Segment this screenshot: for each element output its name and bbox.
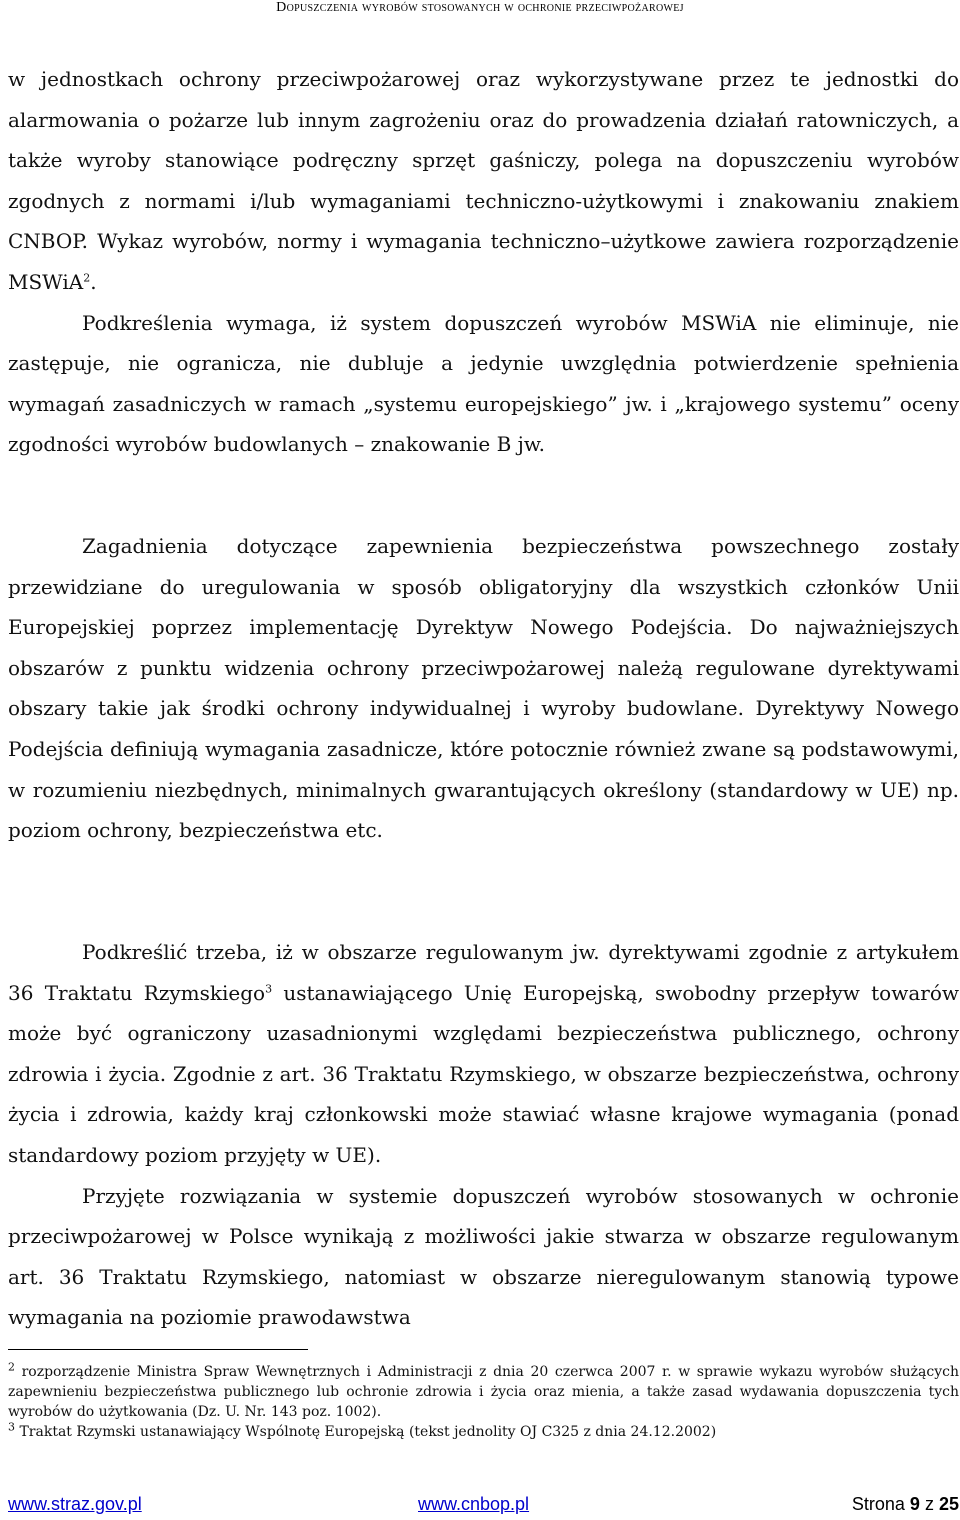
header-title: Dopuszczenia wyrobów stosowanych w ochronie przeciwpożarowej xyxy=(276,0,684,15)
paragraph-1: w jednostkach ochrony przeciwpożarowej oraz wykorzystywane przez te jednostki do alarmowania o pożarze lub innym zagrożeniu oraz do prowadzenia działań ratowniczych, a także wyroby stanowiące podręczny sprzęt gaśniczy, polega na dopuszczeniu wyrobów zgodnych z normami i/lub wymaganiami techniczno-użytkowymi i znakowaniu znakiem CNBOP. Wykaz wyrobów, normy i wymagania techniczno–użytkowe zawiera rozporządzenie MSWiA$^2$. xyxy=(8,67,959,294)
main-text-block-2 xyxy=(8,526,959,851)
paragraph-3: Zagadnienia dotyczące zapewnienia bezpieczeństwa powszechnego zostały przewidziane do uregulowania w sposób obligatoryjny dla wszystkich członków Unii Europejskiej poprzez implementację Dyrektyw Nowego Podejścia. Do najważniejszych obszarów z punktu widzenia ochrony przeciwpożarowej należą regulowane dyrektywami obszary takie jak środki ochrony indywidualnej i wyroby budowlane. Dyrektywy Nowego Podejścia definiują wymagania zasadnicze, które potocznie również zwane są podstawowymi, w rozumieniu niezbędnych, minimalnych gwarantujących określony (standardowy w UE) np. poziom ochrony, bezpieczeństwa etc. xyxy=(8,534,959,843)
straz-link[interactable]: www.straz.gov.pl xyxy=(8,1494,142,1514)
cnbop-link[interactable]: www.cnbop.pl xyxy=(418,1494,530,1514)
footnote-ref-2: 2 xyxy=(83,271,91,285)
main-text-block-1 xyxy=(8,59,959,465)
footnote-3: $^3$ Traktat Rzymski ustanawiający Wspólnotę Europejską (tekst jednolity OJ C325 z dnia 24.12.2002) xyxy=(8,1420,717,1440)
paragraph-4: Podkreślić trzeba, iż w obszarze regulowanym jw. dyrektywami zgodnie z artykułem 36 Traktatu Rzymskiego$^3$ ustanawiającego Unię Europejską, swobodny przepływ towarów może być ograniczony uzasadnionymi względami bezpieczeństwa publicznego, ochrony zdrowia i życia. Zgodnie z art. 36 Traktatu Rzymskiego, w obszarze bezpieczeństwa, ochrony życia i zdrowia, każdy kraj członkowski może stawiać własne krajowe wymagania (ponad standardowy poziom przyjęty w UE). xyxy=(8,940,959,1167)
paragraph-2: Podkreślenia wymaga, iż system dopuszczeń wyrobów MSWiA nie eliminuje, nie zastępuje, nie ogranicza, nie dubluje a jedynie uwzględnia potwierdzenie spełnienia wymagań zasadniczych w ramach „systemu europejskiego” jw. i „krajowego systemu” oceny zgodności wyrobów budowlanych – znakowanie B jw. xyxy=(8,310,959,457)
page-number: Strona 9 z 25 xyxy=(851,1494,959,1514)
footnotes xyxy=(8,1362,959,1442)
page-footer xyxy=(8,1494,959,1518)
footnote-ref-3: 3 xyxy=(265,981,273,995)
main-text-block-3 xyxy=(8,932,959,1338)
footnote-2: $^2$ rozporządzenie Ministra Spraw Wewnętrznych i Administracji z dnia 20 czerwca 2007 r. w sprawie wykazu wyrobów służących zapewnieniu bezpieczeństwa publicznego lub ochronie zdrowia i życia oraz mienia, a także zasad wydawania dopuszczenia tych wyrobów do użytkowania (Dz. U. Nr. 143 poz. 1002). xyxy=(8,1360,960,1420)
running-header xyxy=(0,0,960,16)
footnote-separator xyxy=(8,1349,308,1350)
paragraph-5: Przyjęte rozwiązania w systemie dopuszczeń wyrobów stosowanych w ochronie przeciwpożarowej w Polsce wynikają z możliwości jakie stwarza w obszarze regulowanym art. 36 Traktatu Rzymskiego, natomiast w obszarze nieregulowanym stanowią typowe wymagania na poziomie prawodawstwa xyxy=(8,1183,959,1330)
